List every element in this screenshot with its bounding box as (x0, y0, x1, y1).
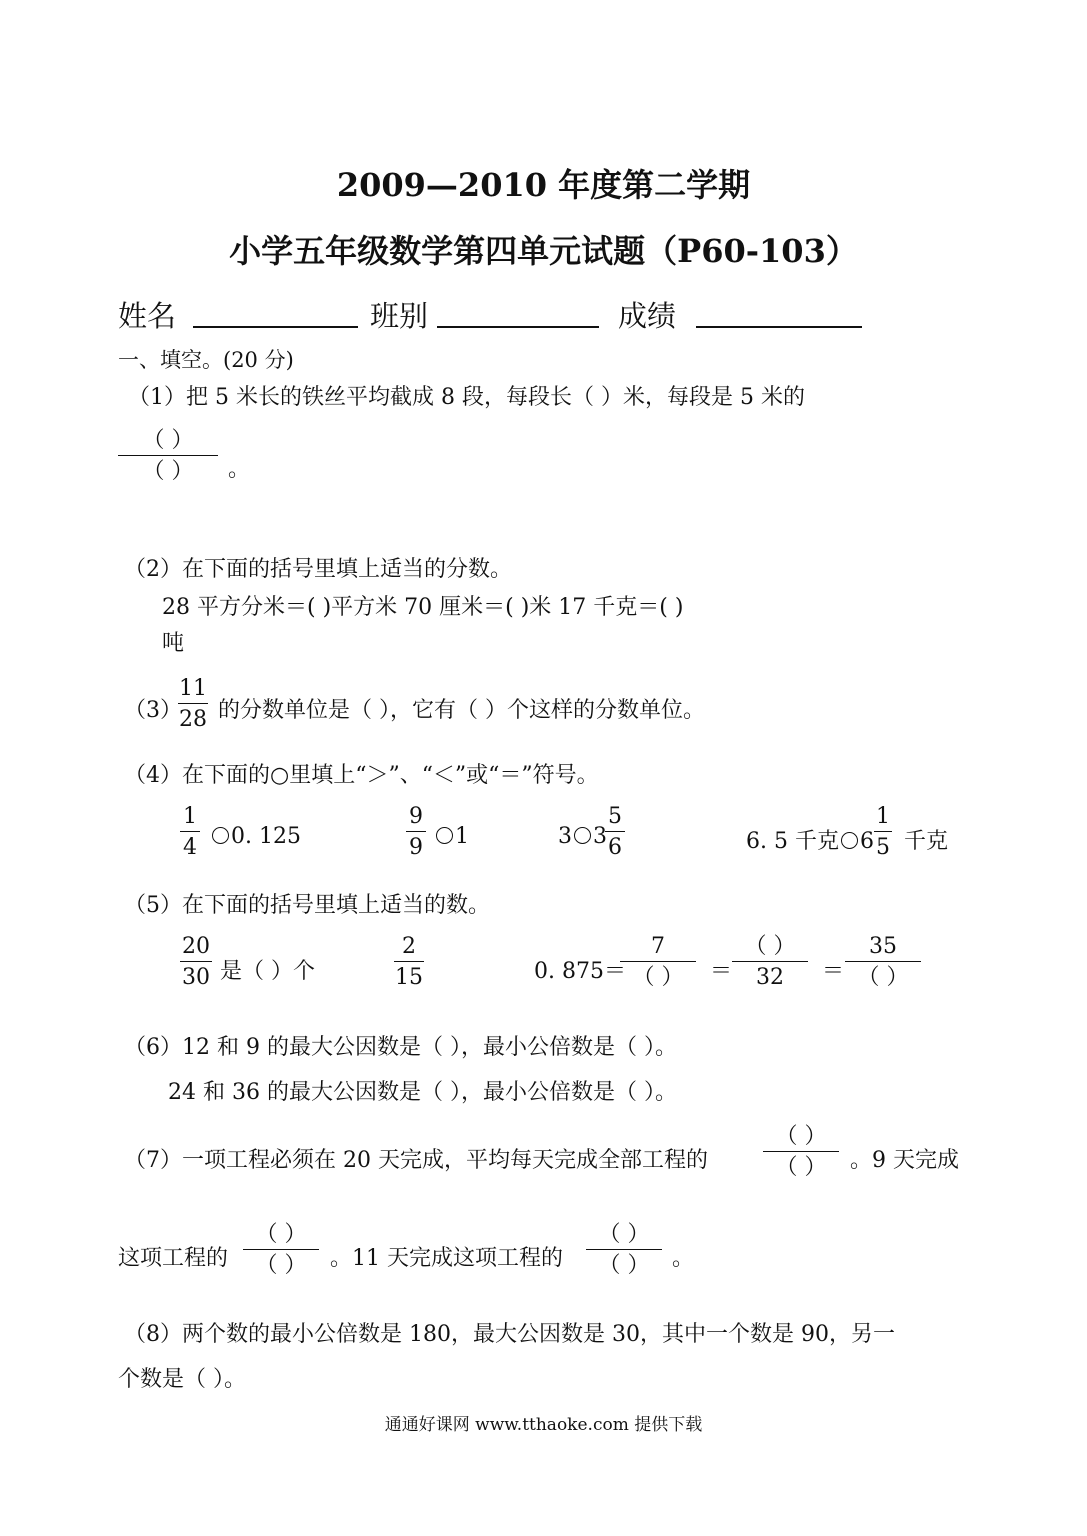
fraction-numerator: （ ） (744, 934, 796, 959)
fraction-numerator: （ ） (142, 428, 194, 453)
fraction-denominator: （ ） (598, 1253, 650, 1278)
q4-d-whole: 6 (859, 829, 874, 854)
page-subtitle: 小学五年级数学第四单元试题（P60-103） (229, 232, 858, 270)
q4-d-fraction (874, 806, 892, 859)
compare-circle-icon[interactable] (212, 827, 229, 844)
fraction-numerator: （ ） (255, 1222, 307, 1247)
q5-b-fraction (394, 936, 424, 989)
q5-a-fraction (180, 936, 212, 989)
fraction-numerator: 20 (182, 934, 210, 959)
page-title: 2009—2010 年度第二学期 (336, 166, 751, 204)
question-7-line-1-tail: 。9 天完成 (850, 1148, 959, 1173)
fraction-denominator: 6 (608, 835, 622, 860)
q5-a-text: 是（ ）个 (220, 959, 315, 984)
q4-c-compare[interactable] (558, 824, 607, 849)
q4-b-fraction (406, 806, 426, 859)
q4-b-compare[interactable] (434, 824, 469, 849)
question-3-prefix: （3） (124, 698, 182, 723)
question-2-line: 28 平方分米＝( )平方米 70 厘米＝( )米 17 千克＝( ) (162, 595, 684, 620)
fraction-numerator: 11 (179, 676, 207, 701)
q4-d-left: 6. 5 千克 (746, 829, 839, 854)
score-blank[interactable] (696, 326, 862, 328)
q4-c-whole: 3 (593, 824, 607, 849)
fraction-numerator: （ ） (775, 1124, 827, 1149)
q4-d-compare[interactable] (746, 824, 874, 855)
question-7-line-2b: 。11 天完成这项工程的 (330, 1246, 563, 1271)
q7-fraction-1[interactable] (763, 1126, 839, 1179)
compare-circle-icon[interactable] (841, 832, 858, 849)
question-3-fraction (178, 678, 208, 731)
fraction-numerator: 5 (608, 804, 622, 829)
question-1-tail: 。 (228, 457, 251, 482)
fraction-denominator: 32 (756, 965, 784, 990)
fraction-numerator: 1 (183, 804, 197, 829)
fraction-denominator: 4 (183, 835, 197, 860)
fraction-denominator: 5 (876, 835, 890, 860)
question-6-line-2: 24 和 36 的最大公因数是（ ），最小公倍数是（ ）。 (168, 1080, 677, 1105)
name-label: 姓名 (118, 299, 177, 333)
q5-c3-fraction[interactable] (845, 936, 921, 989)
question-7-line-2a: 这项工程的 (118, 1246, 229, 1271)
compare-circle-icon[interactable] (574, 827, 591, 844)
fraction-numerator: （ ） (598, 1222, 650, 1247)
q5-equals-2: ＝ (822, 959, 845, 984)
question-2-text: （2）在下面的括号里填上适当的分数。 (124, 557, 512, 582)
q4-a-compare[interactable] (210, 824, 301, 849)
q5-equals-1: ＝ (710, 959, 733, 984)
fraction-numerator: 1 (876, 804, 890, 829)
fraction-numerator: 9 (409, 804, 423, 829)
fraction-denominator: 15 (395, 965, 423, 990)
name-blank[interactable] (193, 326, 358, 328)
q5-c-prefix: 0. 875＝ (534, 959, 626, 984)
fraction-denominator: （ ） (775, 1155, 827, 1180)
fraction-numerator: 35 (869, 934, 897, 959)
compare-circle-icon[interactable] (436, 827, 453, 844)
fraction-denominator: （ ） (255, 1253, 307, 1278)
q4-d-unit: 千克 (904, 829, 949, 854)
fraction-denominator: 9 (409, 835, 423, 860)
q5-c1-fraction[interactable] (620, 936, 696, 989)
section-heading: 一、填空。(20 分) (118, 348, 294, 372)
fraction-numerator: 2 (402, 934, 416, 959)
q4-c-fraction (605, 806, 625, 859)
question-8-line-1: （8）两个数的最小公倍数是 180，最大公因数是 30，其中一个数是 90，另一 (124, 1322, 895, 1347)
fraction-denominator: 30 (182, 965, 210, 990)
question-6-line-1: （6）12 和 9 的最大公因数是（ ），最小公倍数是（ ）。 (124, 1035, 677, 1060)
question-1-text: （1）把 5 米长的铁丝平均截成 8 段，每段长（ ）米，每段是 5 米的 (128, 385, 805, 410)
class-label: 班别 (370, 299, 429, 333)
q4-a-value: 0. 125 (231, 824, 301, 849)
fraction-numerator: 7 (651, 934, 665, 959)
question-7-line-2c: 。 (672, 1246, 695, 1271)
question-4-text: （4）在下面的○里填上“＞”、“＜”或“＝”符号。 (124, 763, 599, 788)
fraction-denominator: 28 (179, 707, 207, 732)
question-5-text: （5）在下面的括号里填上适当的数。 (124, 893, 490, 918)
question-7-line-1: （7）一项工程必须在 20 天完成，平均每天完成全部工程的 (124, 1148, 708, 1173)
question-1-fraction[interactable] (118, 430, 218, 483)
q5-c2-fraction[interactable] (732, 936, 808, 989)
q7-fraction-3[interactable] (586, 1224, 662, 1277)
question-2-unit: 吨 (162, 631, 185, 656)
q4-a-fraction (180, 806, 200, 859)
q4-c-left: 3 (558, 824, 572, 849)
question-8-line-2: 个数是（ ）。 (118, 1367, 246, 1392)
class-blank[interactable] (437, 326, 599, 328)
score-label: 成绩 (618, 299, 677, 333)
question-3-text: 的分数单位是（ ），它有（ ）个这样的分数单位。 (218, 698, 705, 723)
fraction-denominator: （ ） (857, 965, 909, 990)
fraction-denominator: （ ） (632, 965, 684, 990)
fraction-denominator: （ ） (142, 459, 194, 484)
q7-fraction-2[interactable] (243, 1224, 319, 1277)
q4-b-value: 1 (455, 824, 469, 849)
footer-credit: 通通好课网 www.tthaoke.com 提供下载 (384, 1415, 703, 1435)
